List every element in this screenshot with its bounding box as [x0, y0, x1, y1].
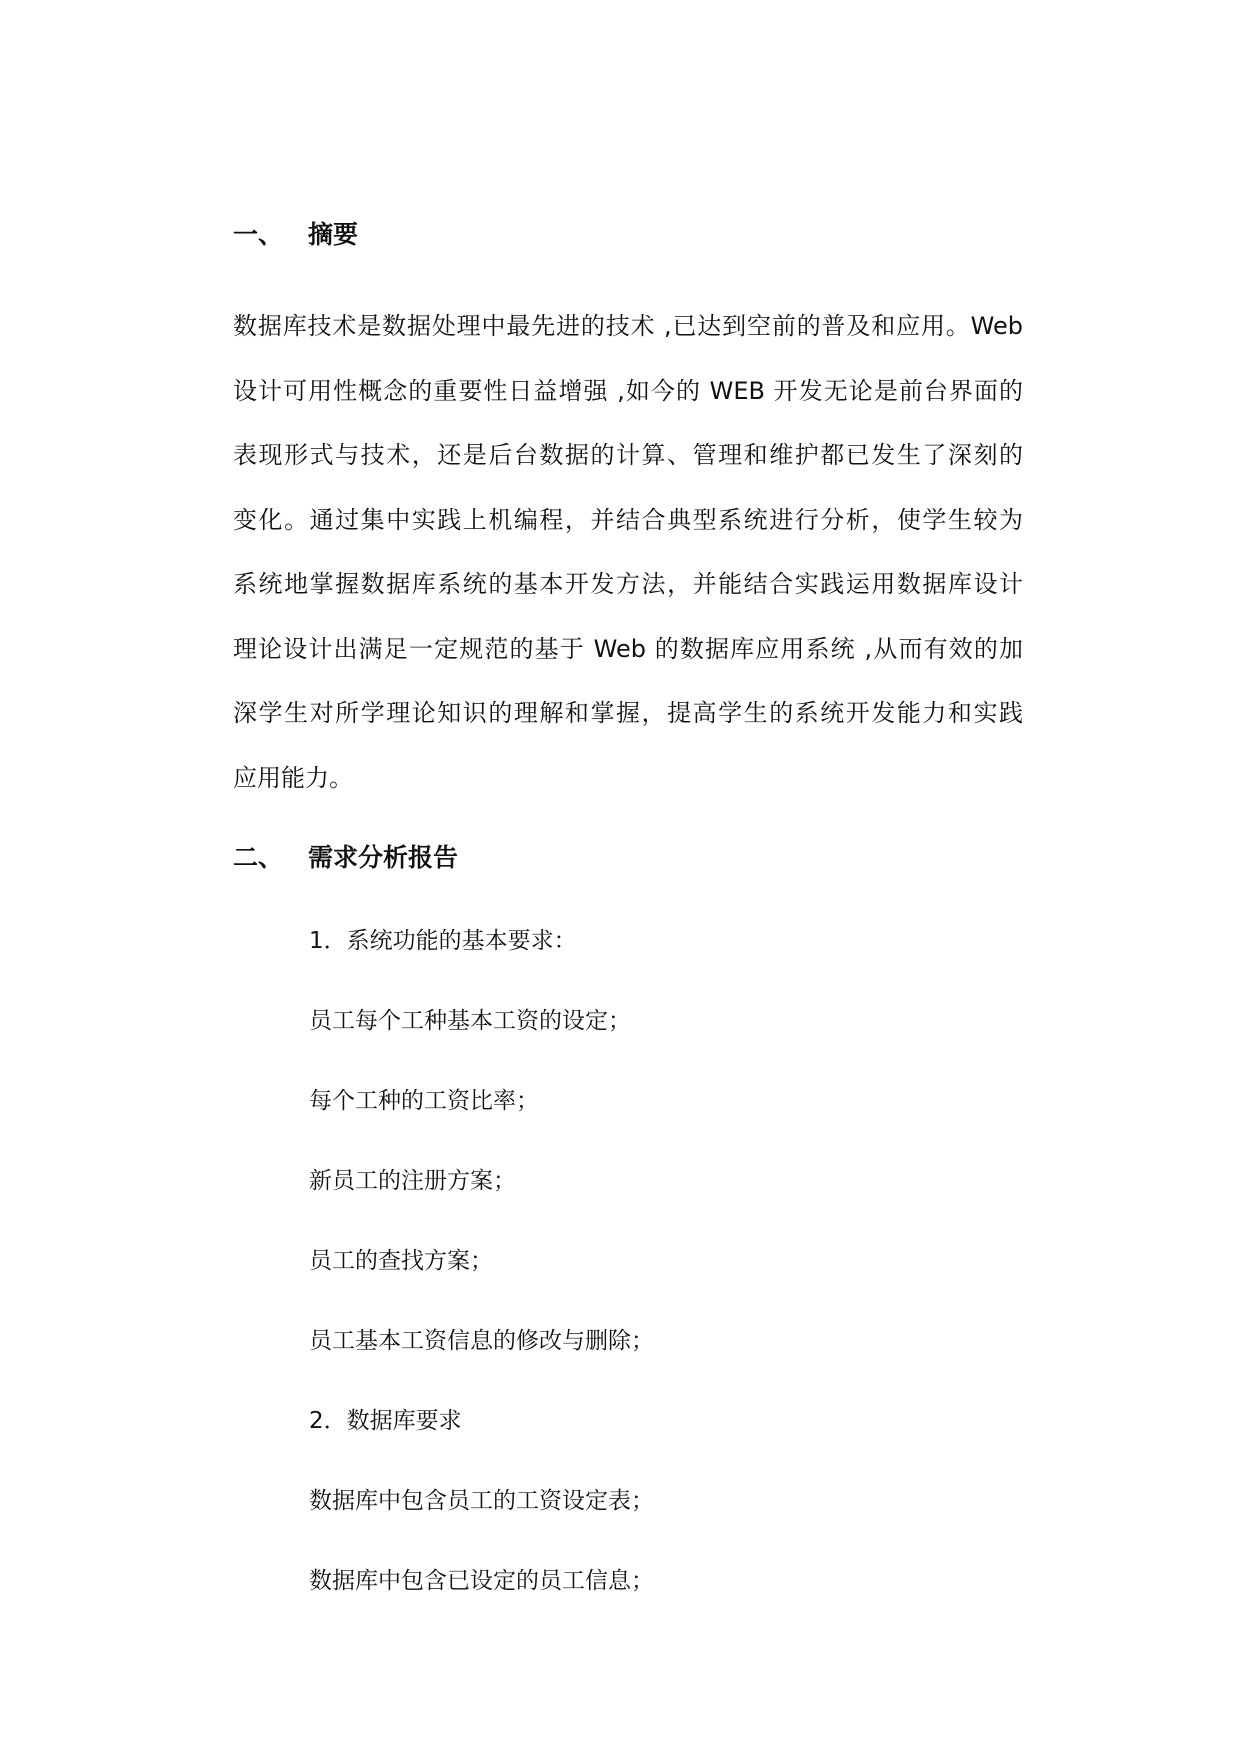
section-heading-requirements — [233, 842, 458, 874]
abstract-line: 应用能力。 — [233, 763, 353, 792]
abstract-line: 理论设计出满足一定规范的基于 Web 的数据库应用系统 ,从而有效的加 — [233, 634, 1023, 663]
abstract-line: 设计可用性概念的重要性日益增强 ,如今的 WEB 开发无论是前台界面的 — [233, 376, 1023, 405]
abstract-line: 深学生对所学理论知识的理解和掌握，提高学生的系统开发能力和实践 — [233, 699, 1023, 727]
abstract-line: 表现形式与技术，还是后台数据的计算、管理和维护都已发生了深刻的 — [233, 441, 1023, 469]
abstract-paragraph — [233, 294, 1023, 810]
abstract-line: 变化。通过集中实践上机编程，并结合典型系统进行分析，使学生较为 — [233, 505, 1023, 534]
requirement-item: 员工每个工种基本工资的设定； — [309, 1008, 631, 1034]
requirement-item: 新员工的注册方案； — [309, 1168, 516, 1194]
section-title: 摘要 — [308, 220, 359, 249]
abstract-line: 数据库技术是数据处理中最先进的技术 ,已达到空前的普及和应用。Web — [233, 312, 1023, 340]
section-heading-abstract — [233, 219, 358, 251]
requirement-item: 数据库中包含已设定的员工信息； — [309, 1568, 654, 1594]
requirement-item: 每个工种的工资比率； — [309, 1088, 539, 1114]
section-number: 二、 — [233, 843, 284, 872]
requirement-item: 员工的查找方案； — [309, 1248, 493, 1274]
section-number: 一、 — [233, 220, 284, 249]
requirement-item: 1．系统功能的基本要求： — [309, 928, 577, 954]
requirement-item: 2．数据库要求 — [309, 1408, 462, 1434]
requirement-item: 数据库中包含员工的工资设定表； — [309, 1488, 654, 1514]
abstract-line: 系统地掌握数据库系统的基本开发方法，并能结合实践运用数据库设计 — [233, 570, 1023, 598]
section-title: 需求分析报告 — [308, 843, 459, 872]
requirement-item: 员工基本工资信息的修改与删除； — [309, 1328, 654, 1354]
